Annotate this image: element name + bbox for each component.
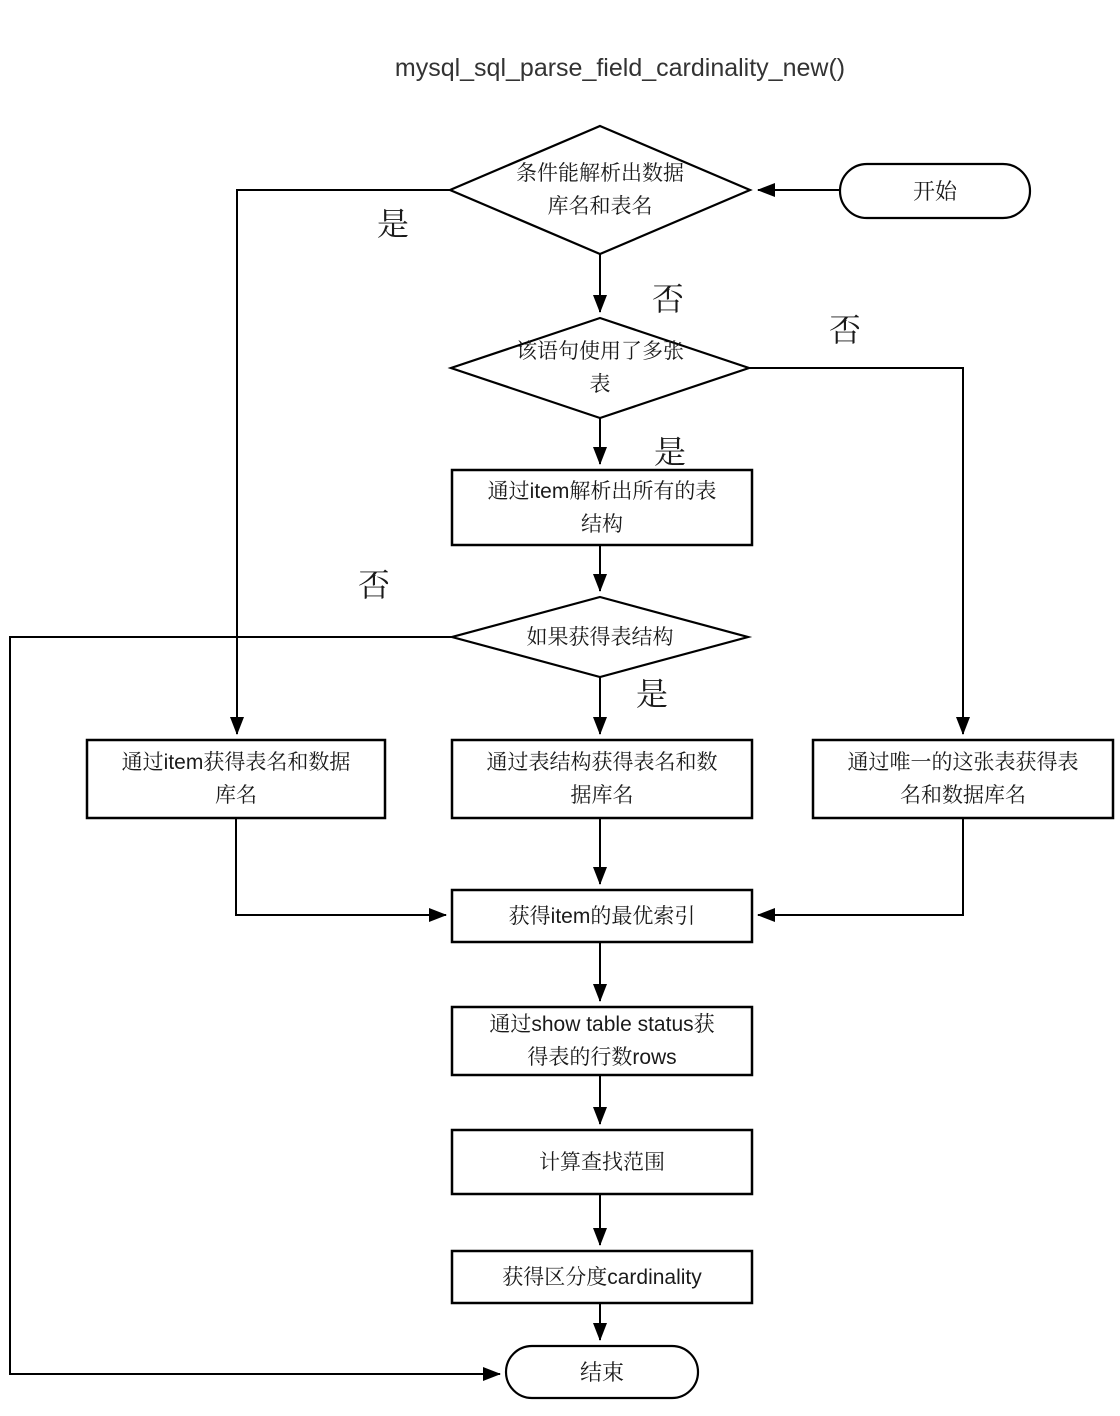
decision1-line2: 库名和表名: [547, 195, 653, 218]
edge-decision2-no-to-unique-box: [749, 368, 963, 734]
process-unique-table-get-names-label: [813, 740, 1113, 818]
show-status-line2: 得表的行数rows: [527, 1046, 677, 1069]
struct-names-line1: 通过表结构获得表名和数: [486, 751, 718, 774]
start-node-text: 开始: [912, 178, 957, 204]
edge-item-box-to-best-index: [236, 818, 446, 915]
decision1-yes-label: 是: [376, 206, 410, 242]
edge-unique-box-to-best-index: [758, 818, 963, 915]
decision2-yes-label: 是: [653, 434, 687, 470]
process-show-table-status-label: [452, 1007, 752, 1075]
unique-table-line1: 通过唯一的这张表获得表: [847, 751, 1079, 774]
edge-decision1-yes-to-item-box: [237, 190, 450, 734]
decision2-no-label: 否: [828, 312, 862, 348]
decision2-label: [470, 320, 730, 416]
decision1-label: [460, 128, 740, 252]
end-node-text: 结束: [579, 1359, 624, 1385]
item-names-line1: 通过item获得表名和数据: [121, 751, 351, 774]
unique-table-line2: 名和数据库名: [900, 784, 1026, 807]
decision3-line1: 如果获得表结构: [526, 625, 674, 649]
calc-range-line1: 计算查找范围: [539, 1150, 665, 1174]
process-calc-range-label: [452, 1130, 752, 1194]
best-index-line1: 获得item的最优索引: [508, 904, 696, 928]
decision3-no-label: 否: [357, 567, 391, 603]
page-title: mysql_sql_parse_field_cardinality_new(): [394, 54, 846, 82]
start-node-label: [840, 164, 1030, 218]
decision1-no-label: 否: [651, 281, 685, 317]
struct-names-line2: 据库名: [570, 784, 634, 807]
parse-structs-line2: 结构: [581, 512, 623, 536]
decision3-yes-label: 是: [635, 676, 669, 712]
process-cardinality-label: [452, 1251, 752, 1303]
process-parse-all-structs-label: [452, 470, 752, 545]
decision2-line1: 该语句使用了多张: [516, 340, 684, 363]
process-best-index-label: [452, 890, 752, 942]
process-struct-get-names-label: [452, 740, 752, 818]
decision3-label: [460, 599, 740, 675]
process-item-get-names-label: [87, 740, 385, 818]
end-node-label: [506, 1346, 698, 1398]
cardinality-line1: 获得区分度cardinality: [502, 1265, 702, 1289]
decision2-line2: 表: [589, 373, 611, 396]
decision1-line1: 条件能解析出数据: [516, 162, 684, 185]
parse-structs-line1: 通过item解析出所有的表: [487, 479, 717, 503]
show-status-line1: 通过show table status获: [489, 1013, 715, 1036]
item-names-line2: 库名: [215, 784, 257, 807]
